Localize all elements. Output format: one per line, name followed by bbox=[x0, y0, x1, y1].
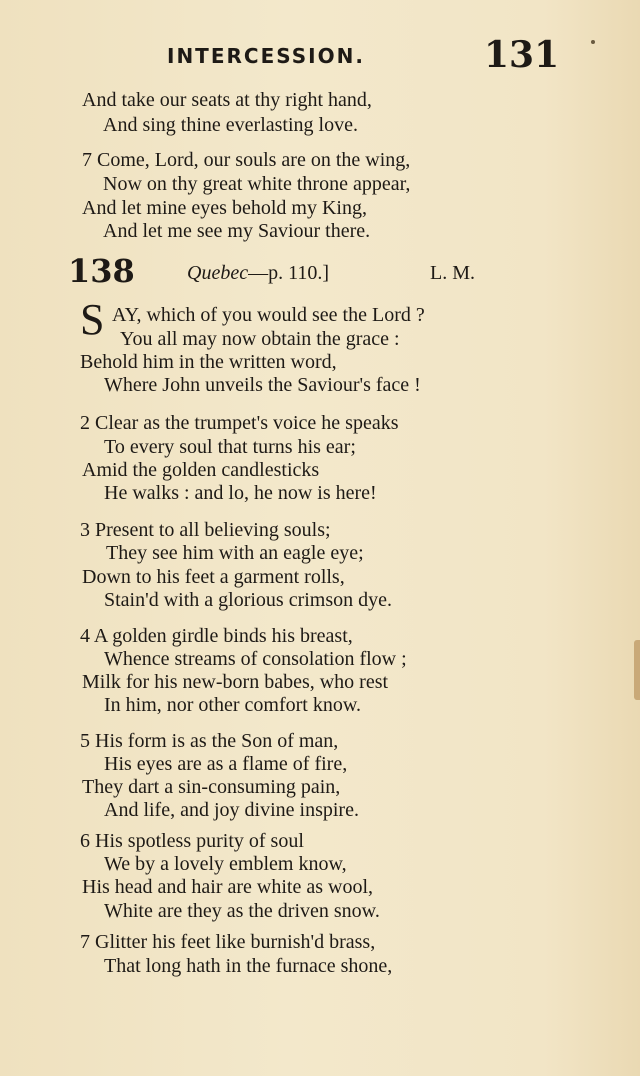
hymn-line: Down to his feet a garment rolls, bbox=[82, 566, 345, 588]
tune-reference bbox=[187, 262, 329, 285]
hymn-line: They see him with an eagle eye; bbox=[106, 542, 364, 564]
hymn-first-line: AY, which of you would see the Lord ? bbox=[112, 304, 425, 326]
carryover-line: Now on thy great white throne appear, bbox=[103, 173, 411, 195]
tune-page-ref: —p. 110.] bbox=[248, 262, 329, 284]
hymn-line: We by a lovely emblem know, bbox=[104, 853, 347, 875]
hymn-line: 3 Present to all believing souls; bbox=[80, 519, 331, 541]
carryover-line: 7 Come, Lord, our souls are on the wing, bbox=[82, 149, 411, 171]
carryover-line: And take our seats at thy right hand, bbox=[82, 89, 372, 111]
hymn-line: To every soul that turns his ear; bbox=[104, 436, 356, 458]
hymn-line: 7 Glitter his feet like burnish'd brass, bbox=[80, 931, 376, 953]
hymn-line: That long hath in the furnace shone, bbox=[104, 955, 393, 977]
hymn-line: 5 His form is as the Son of man, bbox=[80, 730, 339, 752]
tune-name: Quebec bbox=[187, 262, 249, 284]
drop-cap: S bbox=[80, 295, 105, 344]
page-number: 131 bbox=[484, 34, 560, 76]
hymn-line: 4 A golden girdle binds his breast, bbox=[80, 625, 353, 647]
hymn-line: They dart a sin-consuming pain, bbox=[82, 776, 341, 798]
hymn-line: He walks : and lo, he now is here! bbox=[104, 482, 377, 504]
hymn-line: Whence streams of consolation flow ; bbox=[104, 648, 407, 670]
running-head: INTERCESSION. bbox=[167, 44, 365, 68]
hymn-line: Amid the golden candlesticks bbox=[82, 459, 320, 481]
carryover-line: And let mine eyes behold my King, bbox=[82, 197, 367, 219]
hymn-line: 2 Clear as the trumpet's voice he speaks bbox=[80, 412, 399, 434]
hymn-line: Where John unveils the Saviour's face ! bbox=[104, 374, 421, 396]
hymn-line: Behold him in the written word, bbox=[80, 351, 337, 373]
hymn-line: 6 His spotless purity of soul bbox=[80, 830, 304, 852]
hymn-line: His eyes are as a flame of fire, bbox=[104, 753, 348, 775]
hymn-line: You all may now obtain the grace : bbox=[120, 328, 400, 350]
hymn-line: Stain'd with a glorious crimson dye. bbox=[104, 589, 393, 611]
hymn-line: And life, and joy divine inspire. bbox=[104, 799, 359, 821]
hymn-number: 138 bbox=[68, 252, 135, 290]
hymn-line: His head and hair are white as wool, bbox=[82, 876, 374, 898]
hymn-line: In him, nor other comfort know. bbox=[104, 694, 361, 716]
page-edge-stain bbox=[634, 640, 640, 700]
carryover-line: And let me see my Saviour there. bbox=[103, 220, 371, 242]
hymn-line: Milk for his new-born babes, who rest bbox=[82, 671, 389, 693]
carryover-line: And sing thine everlasting love. bbox=[103, 114, 358, 136]
meter: L. M. bbox=[430, 262, 475, 284]
hymn-line: White are they as the driven snow. bbox=[104, 900, 380, 922]
speck bbox=[591, 40, 595, 44]
